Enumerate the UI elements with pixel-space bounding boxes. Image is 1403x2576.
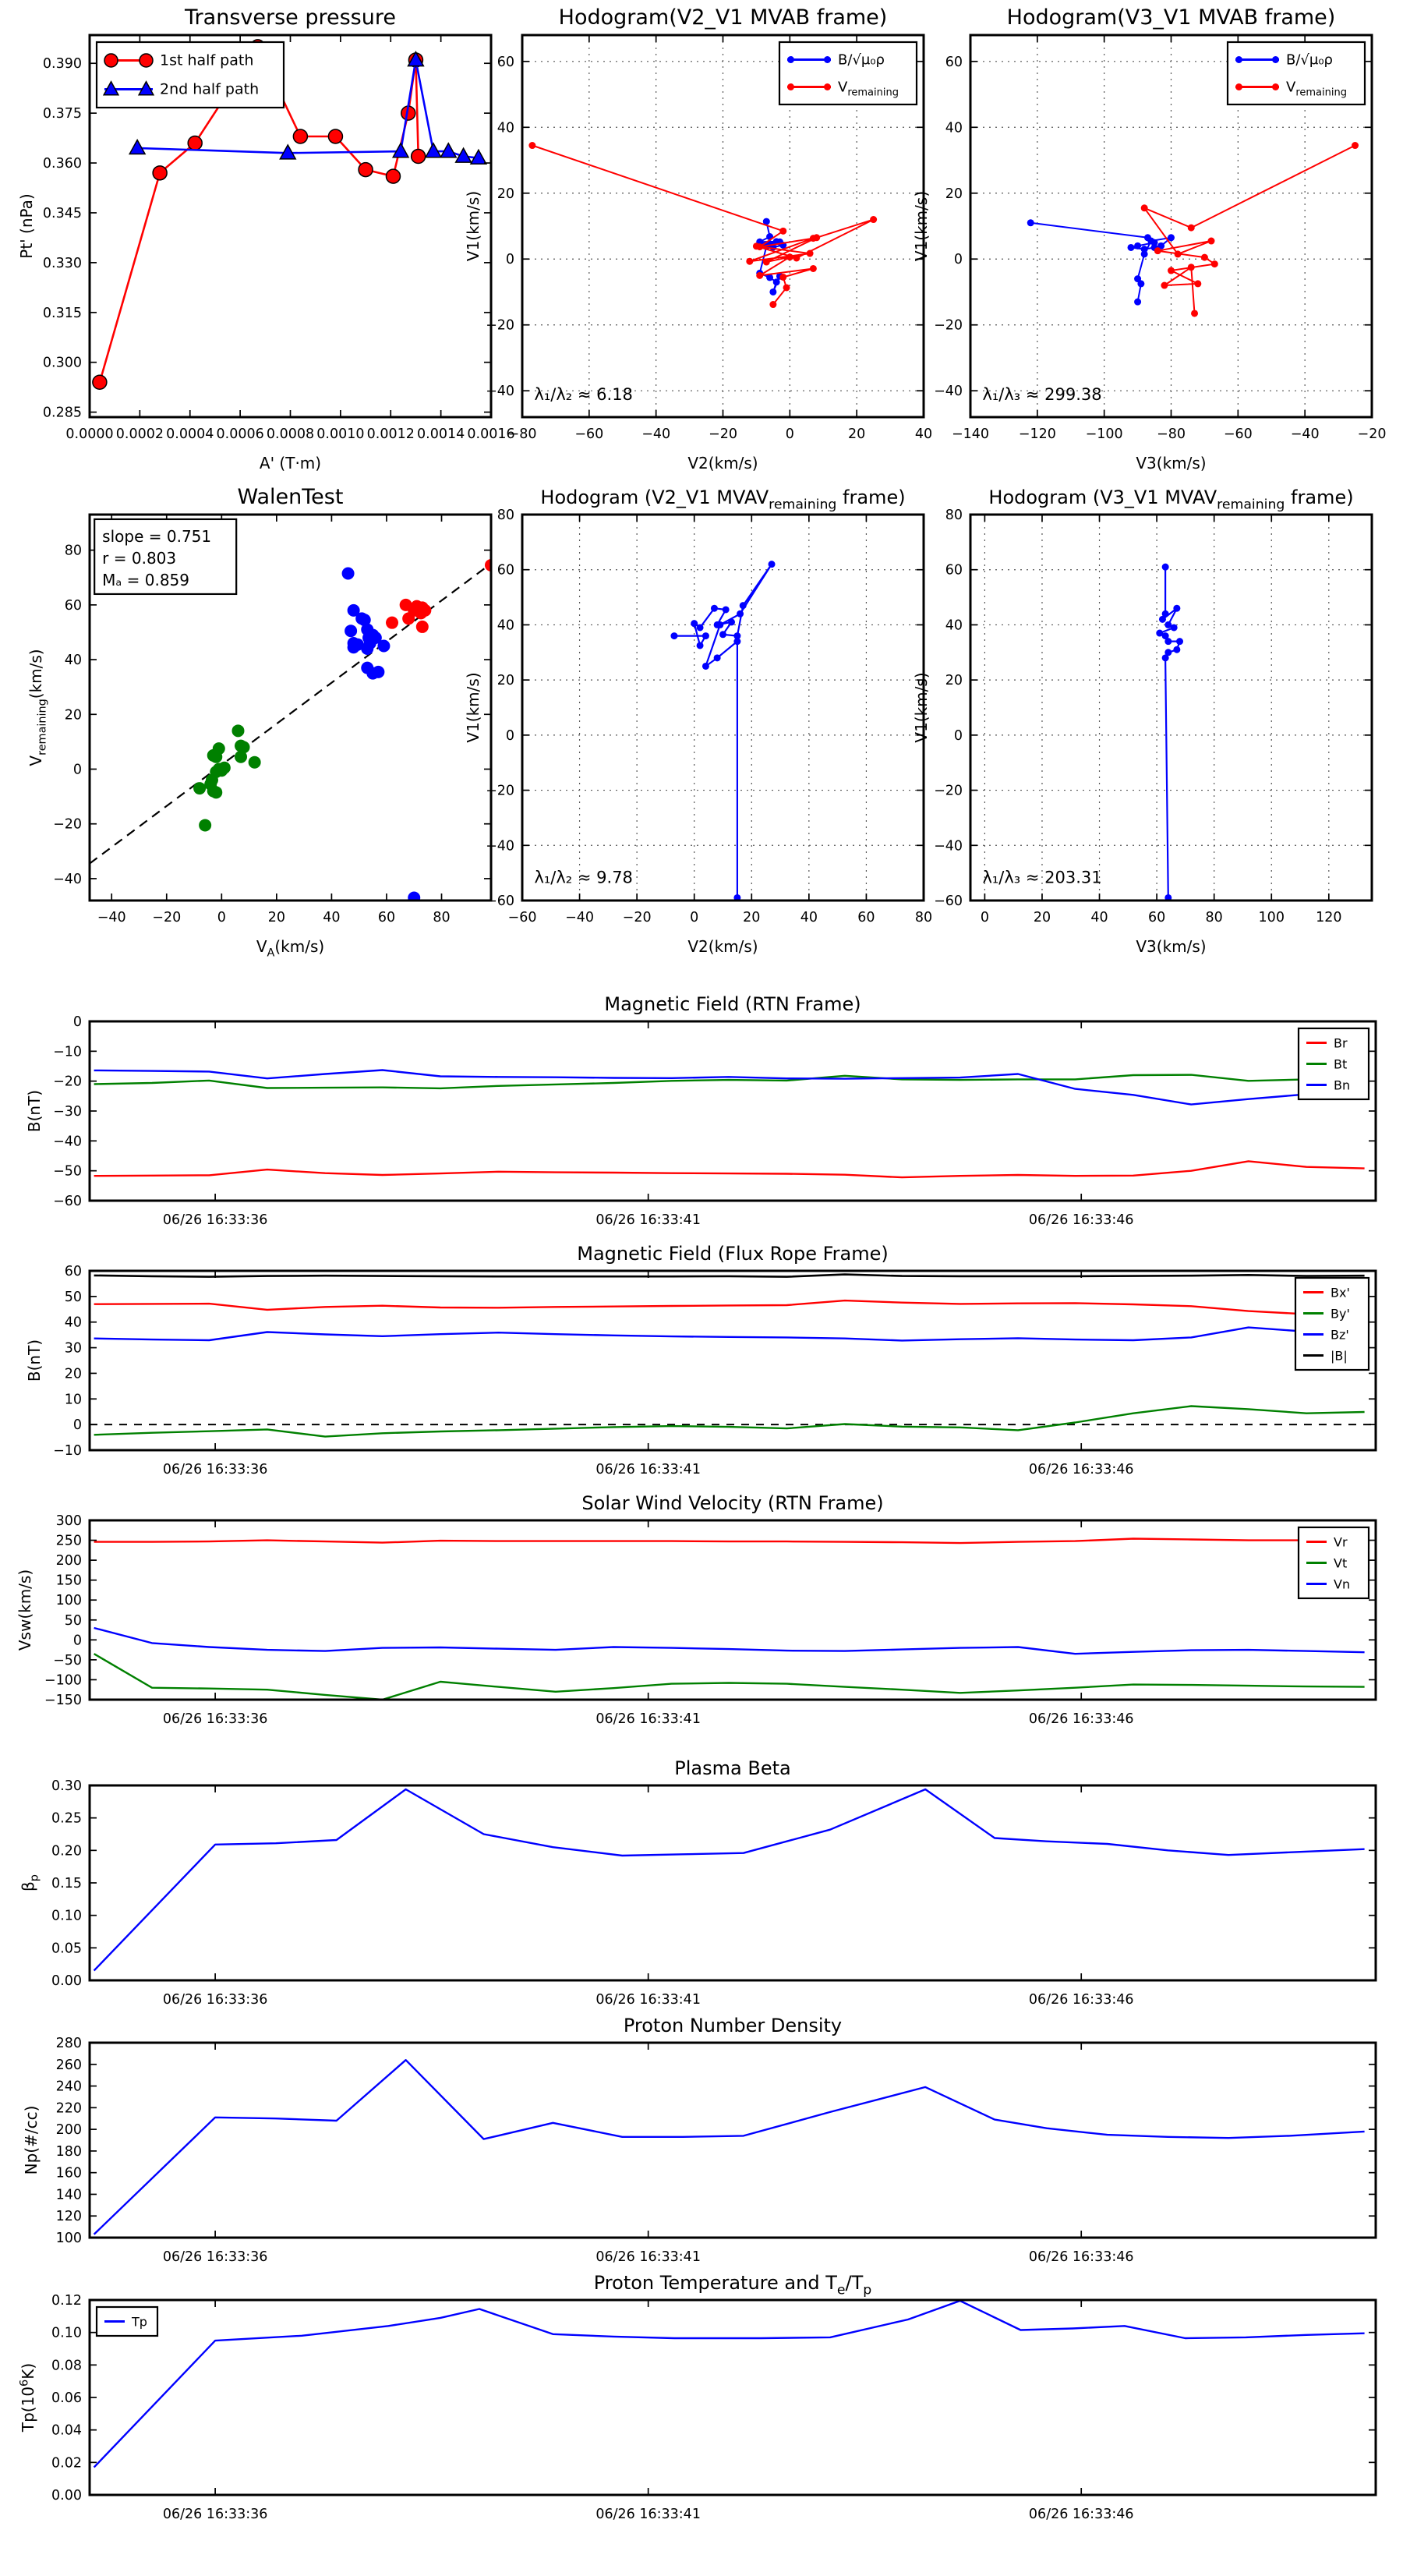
x-tick-label: 06/26 16:33:36 xyxy=(162,2507,268,2522)
y-tick-label: 140 xyxy=(55,2187,82,2203)
y-tick-label: 0.345 xyxy=(42,205,82,221)
y-tick-label: 80 xyxy=(497,508,514,523)
chart-series xyxy=(94,2060,1365,2235)
y-tick-label: −50 xyxy=(53,1652,82,1668)
x-tick-label: 40 xyxy=(1090,910,1108,925)
y-tick-label: 80 xyxy=(64,543,82,559)
y-tick-label: −20 xyxy=(486,317,514,334)
x-tick-label: 0 xyxy=(785,426,794,442)
x-tick-label: 06/26 16:33:36 xyxy=(162,1212,268,1228)
y-tick-label: 20 xyxy=(945,186,963,202)
y-tick-label: 60 xyxy=(64,597,82,614)
chart-title: Proton Temperature and $T_e/T_p$ xyxy=(593,2272,872,2298)
x-tick-label: 06/26 16:33:41 xyxy=(595,1992,701,2008)
x-tick-label: 06/26 16:33:36 xyxy=(162,1711,268,1727)
y-tick-label: 0.12 xyxy=(51,2293,82,2309)
x-tick-label: 06/26 16:33:46 xyxy=(1028,2507,1134,2522)
x-tick-label: −40 xyxy=(1290,426,1320,442)
y-tick-label: −40 xyxy=(934,838,963,855)
y-tick-label: 20 xyxy=(945,673,963,689)
y-axis-label: Pt' (nPa) xyxy=(17,193,36,259)
y-tick-label: 60 xyxy=(497,562,514,579)
y-tick-label: 100 xyxy=(55,1593,82,1609)
stats-line: r = 0.803 xyxy=(102,549,177,568)
chart-series xyxy=(1156,564,1183,901)
y-tick-label: −20 xyxy=(934,783,963,799)
y-tick-label: 0 xyxy=(953,252,963,268)
y-tick-label: −100 xyxy=(44,1672,82,1689)
y-tick-label: 40 xyxy=(945,120,963,136)
y-tick-label: 0.20 xyxy=(51,1843,82,1859)
x-tick-label: 20 xyxy=(848,426,866,442)
legend-label: Vt xyxy=(1334,1555,1348,1571)
y-tick-label: 40 xyxy=(497,617,514,634)
x-tick-label: 06/26 16:33:41 xyxy=(595,2249,701,2265)
y-axis-label: Vsw(km/s) xyxy=(16,1569,34,1651)
stats-line: slope = 0.751 xyxy=(102,527,212,547)
y-tick-label: 80 xyxy=(945,508,963,523)
y-axis-label: V1(km/s) xyxy=(464,672,482,743)
x-tick-label: 40 xyxy=(800,910,818,925)
chart-title: Solar Wind Velocity (RTN Frame) xyxy=(581,1492,884,1514)
y-tick-label: 20 xyxy=(497,673,514,689)
y-tick-label: 0 xyxy=(953,727,963,744)
x-tick-label: 06/26 16:33:46 xyxy=(1028,1992,1134,2008)
y-tick-label: −40 xyxy=(486,384,514,400)
y-tick-label: 0.375 xyxy=(42,106,82,122)
y-tick-label: 200 xyxy=(55,1553,82,1569)
chart-title: Hodogram (V3_V1 $MVAV_{remaining}$ frame) xyxy=(988,487,1354,513)
chart-p2 xyxy=(464,5,932,472)
x-tick-label: −80 xyxy=(507,426,537,442)
y-tick-label: 200 xyxy=(55,2122,82,2139)
x-tick-label: −140 xyxy=(951,426,990,442)
y-tick-label: 240 xyxy=(55,2079,82,2095)
y-tick-label: 120 xyxy=(55,2209,82,2225)
chart-title: Magnetic Field (RTN Frame) xyxy=(604,993,861,1015)
x-tick-label: 100 xyxy=(1258,910,1285,925)
y-tick-label: 10 xyxy=(64,1392,82,1408)
x-tick-label: −80 xyxy=(1157,426,1186,442)
x-tick-label: 0.0002 xyxy=(115,426,164,442)
lambda-annotation: λ₁/λ₃ ≈ 203.31 xyxy=(982,868,1102,887)
chart-p6 xyxy=(912,487,1372,956)
x-tick-label: 06/26 16:33:46 xyxy=(1028,2249,1134,2265)
x-tick-label: 06/26 16:33:36 xyxy=(162,1992,268,2008)
x-tick-label: 0.0000 xyxy=(65,426,114,442)
x-tick-label: 80 xyxy=(914,910,933,925)
x-tick-label: 06/26 16:33:36 xyxy=(162,2249,268,2265)
y-axis-label: V1(km/s) xyxy=(912,190,931,262)
x-tick-label: 20 xyxy=(267,910,286,925)
x-tick-label: −60 xyxy=(574,426,604,442)
x-tick-label: 0.0010 xyxy=(316,426,365,442)
chart-ts_tp xyxy=(18,2272,1376,2522)
y-axis-label: $Tp(10^6K)$ xyxy=(18,2362,37,2433)
y-tick-label: −40 xyxy=(53,871,82,887)
y-tick-label: −40 xyxy=(486,838,514,855)
legend-label: Tp xyxy=(132,2314,147,2330)
y-tick-label: 0.08 xyxy=(51,2358,82,2374)
y-tick-label: 0 xyxy=(72,1014,82,1030)
y-tick-label: −20 xyxy=(486,783,514,799)
x-axis-label: V3(km/s) xyxy=(1136,454,1207,472)
y-tick-label: 300 xyxy=(55,1513,82,1529)
x-tick-label: 0.0004 xyxy=(166,426,214,442)
chart-title: Magnetic Field (Flux Rope Frame) xyxy=(577,1243,889,1265)
y-axis-label: $V_{remaining}(km/s)$ xyxy=(27,649,49,766)
legend-label: 2nd half path xyxy=(160,80,260,98)
x-axis-label: V2(km/s) xyxy=(687,937,758,956)
y-tick-label: 60 xyxy=(945,54,963,70)
stats-line: Mₐ = 0.859 xyxy=(102,571,190,590)
legend-label: Bx' xyxy=(1331,1285,1350,1300)
y-tick-label: −150 xyxy=(44,1693,82,1708)
y-tick-label: −20 xyxy=(934,317,963,334)
x-tick-label: 06/26 16:33:36 xyxy=(162,1462,268,1477)
x-tick-label: −120 xyxy=(1018,426,1056,442)
legend-label: B/√μ₀ρ xyxy=(838,51,885,69)
chart-series xyxy=(94,1789,1365,1971)
x-tick-label: −40 xyxy=(97,910,126,925)
chart-title: Hodogram(V2_V1 MVAB frame) xyxy=(558,5,888,30)
x-tick-label: −20 xyxy=(622,910,652,925)
chart-title: Plasma Beta xyxy=(674,1757,791,1779)
y-axis-label: V1(km/s) xyxy=(912,672,931,743)
chart-ts_np xyxy=(22,2015,1376,2265)
x-tick-label: 0.0008 xyxy=(266,426,315,442)
chart-title: WalenTest xyxy=(237,485,344,509)
y-tick-label: 150 xyxy=(55,1573,82,1589)
x-tick-label: −20 xyxy=(1357,426,1387,442)
x-tick-label: 0 xyxy=(217,910,226,925)
chart-p3 xyxy=(912,5,1386,472)
x-tick-label: 20 xyxy=(743,910,761,925)
x-tick-label: −40 xyxy=(641,426,671,442)
y-tick-label: −20 xyxy=(53,816,82,833)
x-tick-label: 06/26 16:33:46 xyxy=(1028,1212,1134,1228)
y-tick-label: 0.300 xyxy=(42,355,82,371)
legend-label: Bn xyxy=(1334,1077,1351,1093)
chart-series xyxy=(1027,142,1359,317)
x-tick-label: 40 xyxy=(914,426,933,442)
x-axis-label: $V_A(km/s)$ xyxy=(256,937,325,960)
chart-series xyxy=(94,1275,1365,1437)
y-tick-label: 180 xyxy=(55,2143,82,2160)
chart-ts_b_fr xyxy=(25,1243,1376,1477)
x-tick-label: 06/26 16:33:46 xyxy=(1028,1711,1134,1727)
y-tick-label: 0 xyxy=(505,727,514,744)
y-tick-label: −60 xyxy=(934,893,963,909)
y-tick-label: 40 xyxy=(497,120,514,136)
legend-label: Br xyxy=(1334,1035,1348,1051)
y-tick-label: −30 xyxy=(53,1104,82,1120)
y-tick-label: 60 xyxy=(945,562,963,579)
x-tick-label: 80 xyxy=(1205,910,1223,925)
x-tick-label: 0.0006 xyxy=(216,426,264,442)
lambda-annotation: λ₁/λ₃ ≈ 299.38 xyxy=(982,384,1102,404)
y-tick-label: −60 xyxy=(486,893,514,909)
y-tick-label: 0.360 xyxy=(42,156,82,172)
chart-ts_beta xyxy=(19,1757,1376,2008)
chart-series xyxy=(94,1539,1365,1700)
legend-label: Vn xyxy=(1334,1576,1351,1592)
y-axis-label: $\beta_p$ xyxy=(19,1874,41,1891)
y-tick-label: 40 xyxy=(64,1315,82,1331)
y-tick-label: 160 xyxy=(55,2165,82,2181)
y-tick-label: 0.390 xyxy=(42,56,82,73)
x-tick-label: 60 xyxy=(377,910,396,925)
y-tick-label: 60 xyxy=(64,1264,82,1279)
x-tick-label: 06/26 16:33:41 xyxy=(595,2507,701,2522)
y-tick-label: −20 xyxy=(53,1074,82,1090)
lambda-annotation: λ₁/λ₂ ≈ 6.18 xyxy=(534,384,633,404)
x-tick-label: −20 xyxy=(152,910,182,925)
y-tick-label: 0.285 xyxy=(42,405,82,421)
y-tick-label: 0 xyxy=(72,762,82,778)
y-tick-label: 280 xyxy=(55,2036,82,2051)
y-tick-label: 20 xyxy=(64,1366,82,1382)
y-axis-label: B(nT) xyxy=(25,1089,44,1133)
y-tick-label: 0 xyxy=(72,1633,82,1649)
chart-series xyxy=(94,2301,1365,2468)
x-axis-label: V3(km/s) xyxy=(1136,937,1207,956)
x-tick-label: 0.0012 xyxy=(366,426,415,442)
y-tick-label: 20 xyxy=(64,707,82,724)
y-tick-label: 220 xyxy=(55,2100,82,2117)
lambda-annotation: λ₁/λ₂ ≈ 9.78 xyxy=(534,868,633,887)
x-tick-label: 20 xyxy=(1033,910,1051,925)
y-tick-label: 40 xyxy=(945,617,963,634)
x-tick-label: −100 xyxy=(1085,426,1123,442)
y-tick-label: 0.10 xyxy=(51,2325,82,2341)
y-tick-label: −50 xyxy=(53,1163,82,1180)
y-tick-label: 30 xyxy=(64,1340,82,1357)
x-tick-label: 60 xyxy=(857,910,875,925)
x-tick-label: −20 xyxy=(709,426,737,442)
y-tick-label: 250 xyxy=(55,1533,82,1549)
legend-label: Bz' xyxy=(1331,1327,1349,1343)
y-tick-label: 0.15 xyxy=(51,1876,82,1891)
y-tick-label: 260 xyxy=(55,2057,82,2073)
y-tick-label: 0.315 xyxy=(42,305,82,321)
x-axis-label: A' (T·m) xyxy=(259,454,322,472)
x-tick-label: 80 xyxy=(433,910,451,925)
chart-title: Proton Number Density xyxy=(623,2015,843,2036)
legend-label: Vr xyxy=(1334,1534,1348,1550)
y-tick-label: 0.06 xyxy=(51,2390,82,2406)
y-tick-label: 0 xyxy=(72,1417,82,1434)
x-tick-label: 120 xyxy=(1316,910,1342,925)
y-tick-label: −60 xyxy=(53,1194,82,1209)
x-tick-label: −60 xyxy=(1223,426,1253,442)
legend-label: Bt xyxy=(1334,1056,1348,1072)
y-axis-label: B(nT) xyxy=(25,1339,44,1382)
y-tick-label: −10 xyxy=(53,1044,82,1060)
chart-series xyxy=(94,1070,1365,1178)
chart-title: Hodogram (V2_V1 $MVAV_{remaining}$ frame) xyxy=(540,487,906,513)
chart-ts_b_rtn xyxy=(25,993,1376,1228)
y-tick-label: −10 xyxy=(53,1443,82,1459)
chart-walen xyxy=(27,485,497,960)
y-tick-label: 0.00 xyxy=(51,2488,82,2503)
y-tick-label: 0 xyxy=(505,252,514,268)
chart-series xyxy=(670,561,775,901)
y-tick-label: 60 xyxy=(497,54,514,70)
x-tick-label: 40 xyxy=(323,910,341,925)
x-tick-label: 60 xyxy=(1147,910,1166,925)
x-tick-label: −60 xyxy=(507,910,537,925)
legend-label: $V_{remaining}$ xyxy=(838,79,899,99)
y-tick-label: 0.04 xyxy=(51,2422,82,2439)
legend-label: B/√μ₀ρ xyxy=(1286,51,1333,69)
y-tick-label: 0.30 xyxy=(51,1778,82,1794)
y-tick-label: 50 xyxy=(64,1289,82,1305)
chart-title: Hodogram(V3_V1 MVAB frame) xyxy=(1006,5,1336,30)
x-tick-label: 06/26 16:33:41 xyxy=(595,1462,701,1477)
y-tick-label: 0.05 xyxy=(51,1941,82,1957)
y-tick-label: 100 xyxy=(55,2231,82,2246)
x-axis-label: V2(km/s) xyxy=(687,454,758,472)
y-tick-label: −40 xyxy=(53,1134,82,1150)
y-tick-label: 0.25 xyxy=(51,1810,82,1827)
y-tick-label: 20 xyxy=(497,186,514,202)
legend-label: |B| xyxy=(1331,1348,1348,1364)
y-tick-label: 0.02 xyxy=(51,2455,82,2472)
y-tick-label: 0.330 xyxy=(42,255,82,271)
legend-label: 1st half path xyxy=(160,51,254,69)
legend-label: $V_{remaining}$ xyxy=(1286,79,1347,99)
y-tick-label: 50 xyxy=(64,1612,82,1629)
x-tick-label: 06/26 16:33:46 xyxy=(1028,1462,1134,1477)
y-tick-label: 40 xyxy=(64,653,82,669)
x-tick-label: 0 xyxy=(980,910,989,925)
x-tick-label: 0.0016 xyxy=(467,426,515,442)
x-tick-label: 0.0014 xyxy=(417,426,465,442)
x-tick-label: 0 xyxy=(690,910,699,925)
x-tick-label: 06/26 16:33:41 xyxy=(595,1711,701,1727)
chart-series xyxy=(90,559,497,904)
y-tick-label: 0.00 xyxy=(51,1973,82,1989)
x-tick-label: 06/26 16:33:41 xyxy=(595,1212,701,1228)
y-axis-label: V1(km/s) xyxy=(464,190,482,262)
y-tick-label: −40 xyxy=(934,384,963,400)
legend-label: By' xyxy=(1331,1306,1350,1322)
chart-title: Transverse pressure xyxy=(185,5,396,30)
x-tick-label: −40 xyxy=(565,910,595,925)
chart-series xyxy=(528,142,877,308)
chart-ts_vsw xyxy=(16,1492,1376,1727)
chart-p1 xyxy=(17,5,515,472)
y-tick-label: 0.10 xyxy=(51,1908,82,1924)
y-axis-label: Np(#/cc) xyxy=(22,2105,41,2175)
chart-p5 xyxy=(464,487,932,956)
